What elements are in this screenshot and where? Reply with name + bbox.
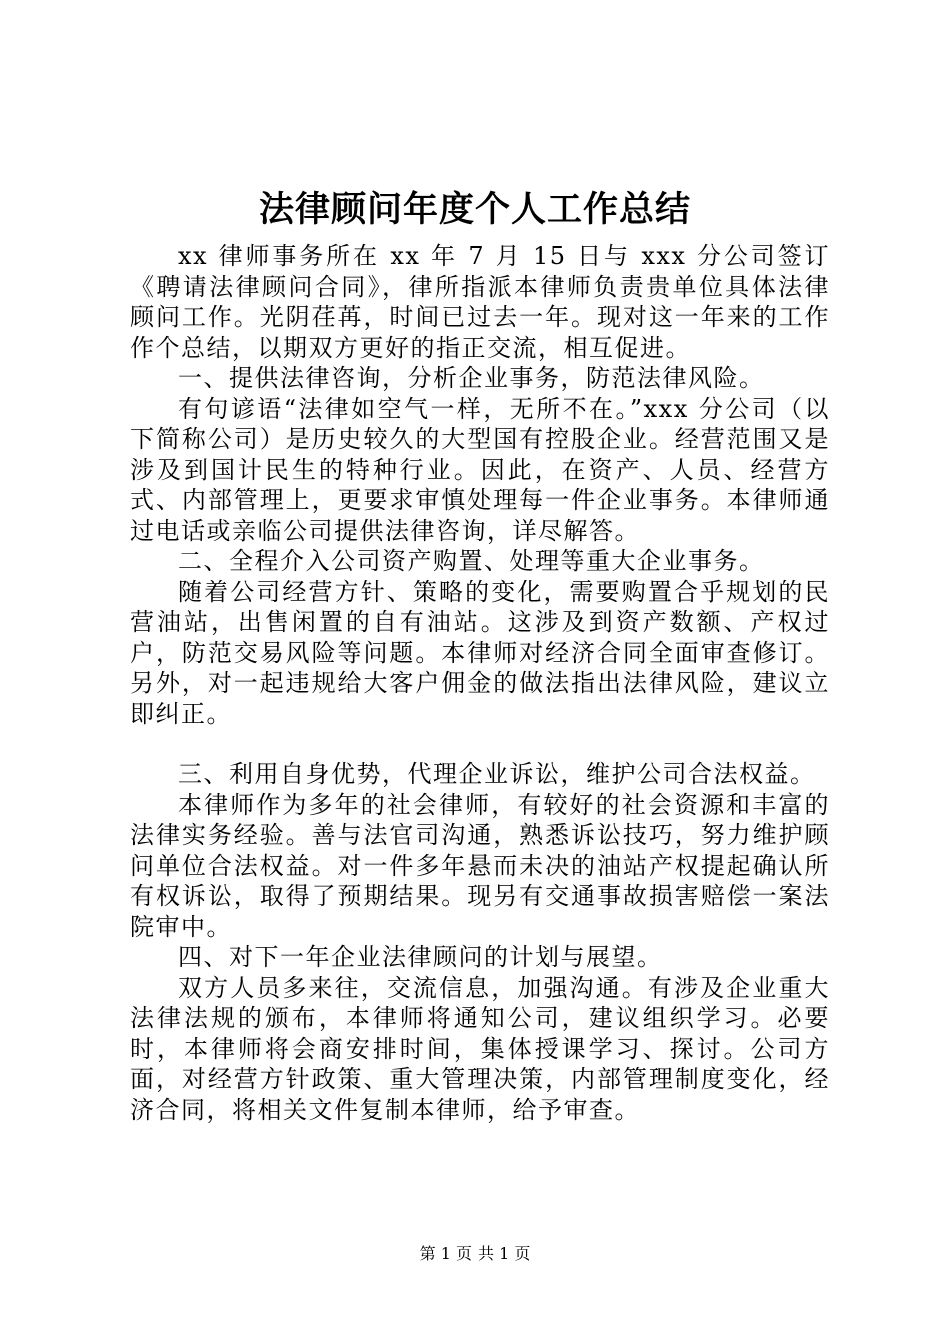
page-number: 第 1 页 [419, 1244, 472, 1263]
section-heading-3: 三、利用自身优势，代理企业诉讼，维护公司合法权益。 [178, 760, 816, 788]
paragraph-section-3: 本律师作为多年的社会律师，有较好的社会资源和丰富的法律实务经验。善与法官司沟通，熟悉诉讼技巧，努力维护顾问单位合法权益。对一件多年悬而未决的油站产权提起确认所有权诉讼，取得了预期结果。现另有交通事故损害赔偿一案法院审中。 [130, 790, 830, 941]
paragraph-section-4: 双方人员多来往，交流信息，加强沟通。有涉及企业重大法律法规的颁布，本律师将通知公司，建议组织学习。必要时，本律师将会商安排时间，集体授课学习、探讨。公司方面，对经营方针政策、重大管理决策，内部管理制度变化，经济合同，将相关文件复制本律师，给予审查。 [130, 973, 830, 1124]
section-heading-1: 一、提供法律咨询，分析企业事务，防范法律风险。 [178, 364, 765, 392]
page-total: 共 1 页 [478, 1244, 531, 1263]
section-heading-4: 四、对下一年企业法律顾问的计划与展望。 [178, 943, 663, 971]
paragraph-section-1: 有句谚语“法律如空气一样，无所不在。”xxx 分公司（以下简称公司）是历史较久的大型国有控股企业。经营范围又是涉及到国计民生的特种行业。因此，在资产、人员、经营方式、内部管理上，更要求审慎处理每一件企业事务。本律师通过电话或亲临公司提供法律咨询，详尽解答。 [130, 394, 830, 545]
document-title: 法律顾问年度个人工作总结 [258, 189, 691, 230]
paragraph-section-2: 随着公司经营方针、策略的变化，需要购置合乎规划的民营油站，出售闲置的自有油站。这涉及到资产数额、产权过户，防范交易风险等问题。本律师对经济合同全面审查修订。另外，对一起违规给大客户佣金的做法指出法律风险，建议立即纠正。 [130, 577, 830, 728]
page-footer [0, 1244, 950, 1264]
paragraph-intro: xx 律师事务所在 xx 年 7 月 15 日与 xxx 分公司签订《聘请法律顾问合同》，律所指派本律师负责贵单位具体法律顾问工作。光阴荏苒，时间已过去一年。现对这一年来的工作作个总结，以期双方更好的指正交流，相互促进。 [130, 242, 830, 362]
document-body [130, 241, 830, 1125]
section-heading-2: 二、全程介入公司资产购置、处理等重大企业事务。 [178, 547, 765, 575]
